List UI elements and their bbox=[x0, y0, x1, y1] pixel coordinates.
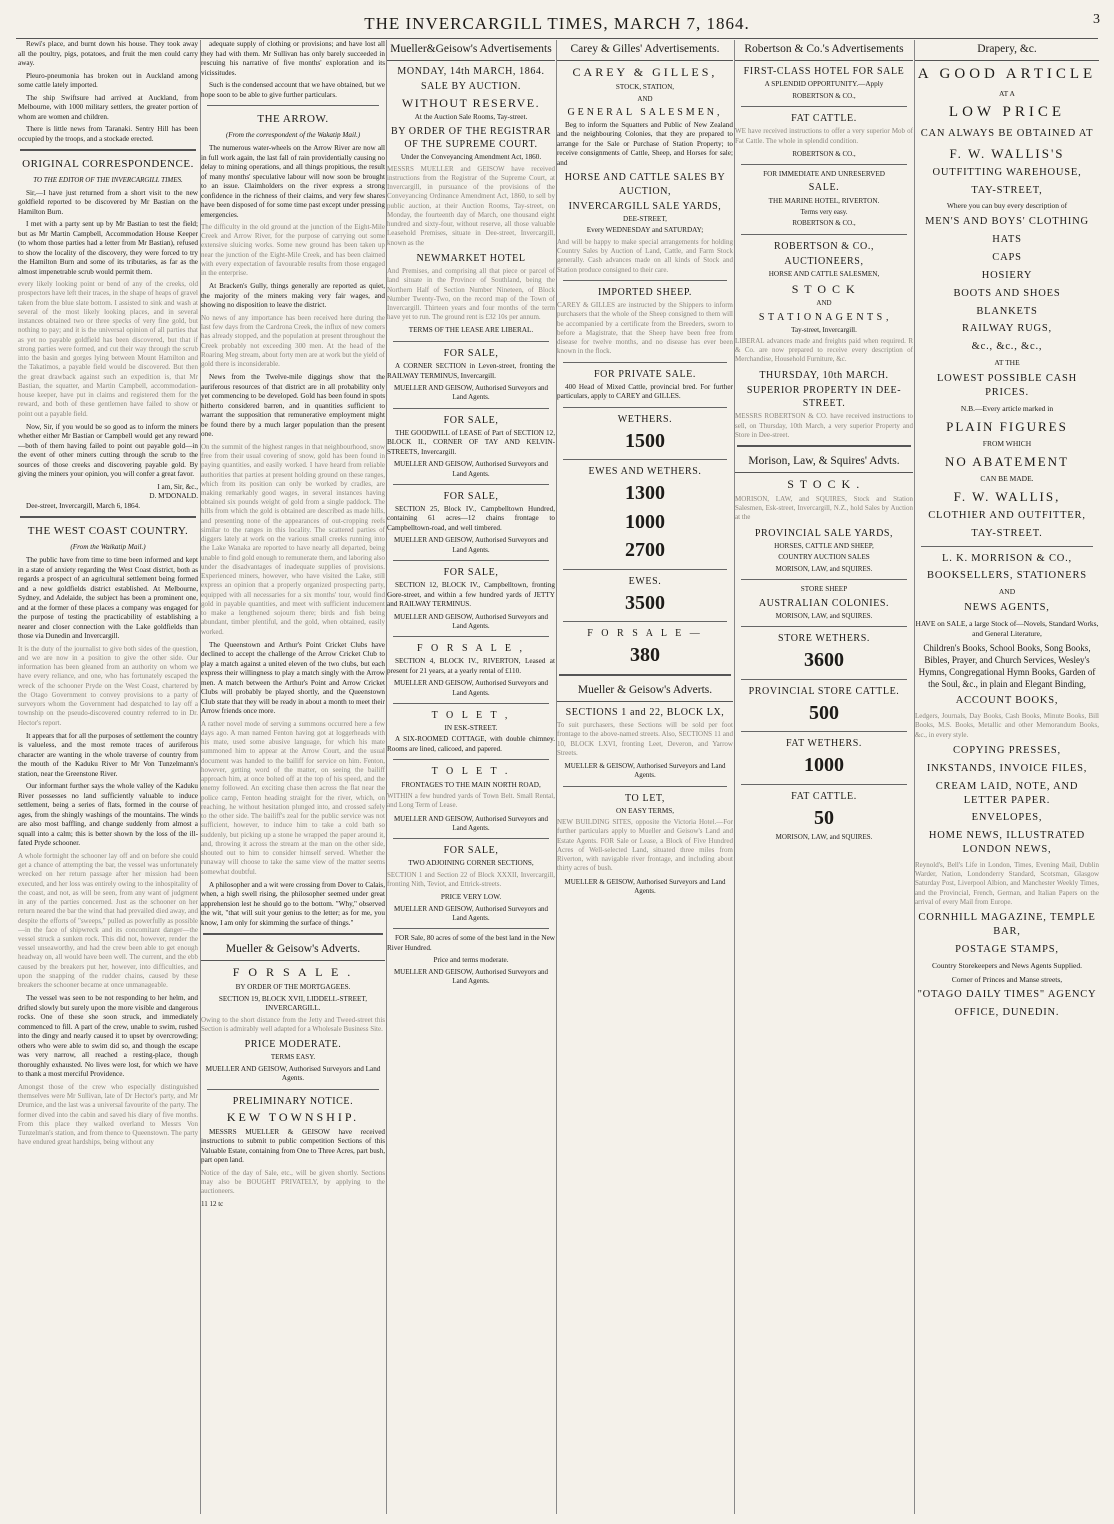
article-paragraph: There is little news from Taranaki. Sentry Hill has been occupied by the troops, and a stockade erected. bbox=[18, 125, 198, 143]
article-paragraph: Sir,—I have just returned from a short visit to the new goldfield reported to be discovered by Mr Bastian on the Hamilton Burn. bbox=[18, 188, 198, 216]
advert-section-heading: Drapery, &c. bbox=[915, 40, 1099, 61]
advert-title: EWES. bbox=[628, 575, 662, 587]
filler-text: And will be happy to make special arrangements for holding Country Sales by Auction of Land, Cattle, and Farm Stock generally. Cash advances made on all kinds of Stock and Station produce consigned to their care. bbox=[557, 237, 733, 274]
advert-text: Children's Books, School Books, Song Books, Bibles, Prayer, and Church Services, Wesley's Hymns, Congregational Hymn Books, Garden of the Soul, &c., in plain and Elegant Binding, bbox=[918, 642, 1096, 689]
section-divider bbox=[741, 164, 907, 165]
filler-text: It is the duty of the journalist to give both sides of the question, and we are now in a position to give the other side. Our information has been gleaned from an authority on whom we have every reliance, and one, who has fortunately escaped the wreck of the schooner Pryde on the West Coast, chartered by the Otago Government to convey provisions to a party of surveyors whom the Government had despatched to lay off a township on the pseudo-discovered country referred to in Dr. Hector's report. bbox=[18, 644, 198, 727]
filler-text: Ledgers, Journals, Day Books, Cash Books, Minute Books, Bill Books, M.S. Books, Metallic and other Memorandum Books, &c., in every style. bbox=[915, 712, 1099, 739]
page-number: 3 bbox=[1093, 12, 1100, 27]
section-divider bbox=[393, 408, 549, 409]
article-paragraph: adequate supply of clothing or provisions; and have lost all they had with them. Mr Sullivan has only barely succeeded in rescuing his narrative of five months' exploration and its vicissitudes. bbox=[201, 40, 385, 77]
section-divider bbox=[741, 234, 907, 235]
section-divider bbox=[207, 105, 379, 106]
advert-role: BOOKSELLERS, STATIONERS bbox=[927, 570, 1087, 582]
advert-item: CORNHILL MAGAZINE, TEMPLE BAR, bbox=[918, 912, 1096, 937]
article-paragraph: It appears that for all the purposes of settlement the country is valueless, and the most remote traces of auriferous character are wanting in the whole traverse of country from the mouth of the Kaduku River to Mr Von Tunzelmann's station, near the Greenstone River. bbox=[18, 731, 198, 778]
advert-title: S T O C K . bbox=[787, 477, 861, 492]
advert-text: TAY-STREET, bbox=[971, 184, 1043, 196]
advert-and: AND bbox=[816, 299, 832, 308]
advert-body: Beg to inform the Squatters and Public of New Zealand and the neighbouring Colonies, that they are prepared to arrange for the Sale or Purchase of Station Property; to receive consignments of Cattle, Sheep, and Horses for sale; and bbox=[557, 120, 733, 167]
advert-heading: FOR IMMEDIATE AND UNRESERVED bbox=[763, 169, 885, 178]
advert-body: FOR Sale, 80 acres of some of the best land in the New River Hundred. bbox=[387, 934, 555, 952]
section-divider bbox=[559, 674, 731, 676]
advert-date: THURSDAY, 10th MARCH. bbox=[759, 369, 889, 381]
masthead bbox=[0, 0, 1114, 34]
masthead-rule bbox=[16, 38, 1098, 39]
advert-body: A CORNER SECTION in Leven-street, fronting the RAILWAY TERMINUS, Invercargill. bbox=[387, 362, 555, 380]
advert-agent: ROBERTSON & CO., bbox=[792, 219, 856, 228]
advert-title: FOR SALE, bbox=[443, 566, 499, 578]
advert-title: SALE. bbox=[808, 182, 840, 194]
advert-price: PRICE VERY LOW. bbox=[440, 893, 502, 902]
advert-text: OUTFITTING WAREHOUSE, bbox=[932, 166, 1082, 178]
advert-address: Tay-street, Invercargill. bbox=[791, 325, 857, 334]
advert-body: MESSRS MUELLER & GEISOW have received instructions to submit to public competition Sections of this Valuable Estate, containing from One to Three Acres, part bush, part open land. bbox=[201, 1127, 385, 1165]
advert-code: 11 12 tc bbox=[201, 1200, 224, 1209]
advert-quantity: 3500 bbox=[625, 591, 665, 614]
article-paragraph: I met with a party sent up by Mr Bastian to test the field; but as Mr Martin Campbell, Accommodation House Keeper (to whom those parties had a letter from Mr Bastian), refused to show the locality of the discovery, they were forced to try the Hamilton Burn and some of its tributaries, as far as the almost impenetrable scrub would permit them. bbox=[18, 220, 198, 276]
advert-text: LOWEST POSSIBLE CASH PRICES. bbox=[936, 373, 1078, 398]
advert-section-heading: Morison, Law, & Squires' Advts. bbox=[735, 452, 913, 473]
column-adverts-mueller bbox=[386, 40, 555, 1514]
advert-subtitle: TWO ADJOINING CORNER SECTIONS, bbox=[408, 859, 534, 868]
section-divider bbox=[741, 679, 907, 680]
advert-hotel: NEWMARKET HOTEL bbox=[416, 252, 526, 264]
advert-heading: WITHOUT RESERVE. bbox=[401, 95, 541, 110]
advert-agent: MUELLER & GEISOW, Authorised Surveyors and Land Agents. bbox=[564, 762, 726, 780]
filler-text: No news of any importance has been received here during the last few days from the Cardrona Creek, the influx of new comers has already stopped, and the population at present throughout the Creek probably not exceeding 300 men. At the head of the Roaring Meg stream, about forty men are at work but the yield of gold there is inconsiderable. bbox=[201, 313, 385, 369]
section-divider bbox=[393, 703, 549, 704]
advert-title: F O R S A L E — bbox=[587, 628, 703, 640]
advert-item: &c., &c., &c., bbox=[971, 341, 1043, 353]
article-paragraph: News from the Twelve-mile diggings show that the auriferous resources of that district are in all probability only yet commencing to be developed. Gold has been found in spots hitherto considered barren, and in quantities sufficient to warrant the supposition that remunerative employment might be found there by a much larger population than the present one. bbox=[201, 373, 385, 439]
advert-title: STORE SHEEP bbox=[800, 585, 848, 594]
advert-item: HOSIERY bbox=[981, 269, 1033, 281]
filler-text: NEW BUILDING SITES, opposite the Victoria Hotel.—For further particulars apply to Mueller and Geisow's Land and Estate Agents. FOR Sale or Lease, a Block of Five Hundred Acres of Well-selected Land, situated three miles from Riverton, with navigable river frontage, and including about thirty acres of bush. bbox=[557, 818, 733, 873]
advert-title: PRELIMINARY NOTICE. bbox=[232, 1095, 354, 1107]
advert-subtitle: Every WEDNESDAY and SATURDAY; bbox=[586, 226, 704, 235]
advert-role: HORSE AND CATTLE SALESMEN, bbox=[768, 270, 880, 279]
filler-text: LIBERAL advances made and freights paid when required. R & Co. are now prepared to receive every description of Merchandise, Household Furniture, &c. bbox=[735, 337, 913, 364]
letter-signoff: I am, Sir, &c., bbox=[157, 482, 198, 491]
article-paragraph: The vessel was seen to be not responding to her helm, and drifted slowly but surely upon the more visible and dangerous rocks. One of these she soon struck, and immediately commenced to fill. A part of the crew, unable to swim, rushed into the dingy and nearly caused it to upset by overcrowding; others who were able to swim did so, and though the escape was very narrow, all reached a resting-place, though thoroughly exhausted. No lives were lost, for which we have to thank a most merciful Providence. bbox=[18, 994, 198, 1079]
advert-firm: CAREY & GILLES, bbox=[572, 65, 718, 80]
advert-body: A SIX-ROOMED COTTAGE, with double chimney. Rooms are lined, calicoed, and papered. bbox=[387, 735, 555, 753]
advert-title: TO LET, bbox=[625, 792, 665, 804]
advert-section-heading: Mueller & Geisow's Adverts. bbox=[557, 681, 733, 702]
advert-agent: MORISON, LAW, and SQUIRES. bbox=[775, 833, 873, 842]
section-divider bbox=[20, 149, 196, 151]
section-divider bbox=[393, 560, 549, 561]
advert-agent: MUELLER AND GEISOW, Authorised Surveyors and Land Agents. bbox=[393, 904, 549, 922]
advert-text: CLOTHIER AND OUTFITTER, bbox=[928, 509, 1086, 521]
advert-title: F O R S A L E . bbox=[232, 965, 354, 980]
advert-title: AUSTRALIAN COLONIES. bbox=[758, 597, 890, 609]
column-news-1 bbox=[18, 40, 198, 1514]
advert-headline: NO ABATEMENT bbox=[944, 453, 1070, 469]
advert-role: GENERAL SALESMEN, bbox=[567, 106, 723, 118]
advert-item: ENVELOPES, bbox=[971, 812, 1043, 824]
advert-subtitle: DEE-STREET, bbox=[623, 214, 667, 223]
section-divider bbox=[393, 484, 549, 485]
advert-and: AND bbox=[637, 94, 653, 103]
section-divider bbox=[393, 636, 549, 637]
advert-title: FOR SALE, bbox=[443, 347, 499, 359]
section-divider bbox=[563, 407, 727, 408]
advert-body: HORSES, CATTLE AND SHEEP, bbox=[774, 541, 874, 550]
letter-dateline: Dee-street, Invercargill, March 6, 1864. bbox=[26, 501, 141, 510]
section-divider bbox=[393, 341, 549, 342]
advert-title: FOR PRIVATE SALE. bbox=[594, 368, 696, 380]
advert-text: AND bbox=[998, 587, 1016, 597]
advert-item: HOME NEWS, ILLUSTRATED LONDON NEWS, bbox=[928, 830, 1086, 856]
article-paragraph: At Bracken's Gully, things generally are reported as quiet, the majority of the miners making very fair wages, and showing no disposition to leave the district. bbox=[201, 282, 385, 310]
advert-item: BLANKETS bbox=[976, 305, 1038, 317]
advert-body: COUNTRY AUCTION SALES bbox=[778, 553, 870, 562]
advert-headline: LOW PRICE bbox=[948, 103, 1066, 120]
article-source: (From the correspondent of the Wakatip Mail.) bbox=[225, 130, 361, 139]
advert-subtitle: STOCK, STATION, bbox=[615, 83, 675, 91]
advert-title: IMPORTED SHEEP. bbox=[598, 286, 692, 298]
advert-title: PROVINCIAL STORE CATTLE. bbox=[748, 685, 900, 697]
advert-agent: MUELLER AND GEISOW, Authorised Surveyors and Land Agents. bbox=[393, 679, 549, 697]
advert-body: THE GOODWILL of LEASE of Part of SECTION 12, BLOCK II., CORNER OF TAY AND KELVIN-STREETS, Invercargill. bbox=[387, 428, 555, 456]
advert-body: A SPLENDID OPPORTUNITY.—Apply bbox=[764, 80, 884, 89]
advert-text: CAN ALWAYS BE OBTAINED AT bbox=[920, 127, 1094, 139]
filler-text: Amongst those of the crew who especially distinguished themselves were Mr Sullivan, late of Dr Hector's party, and Mr Drumice, and the last was a universal favourite of the party. The former dived into the cabin and saved his diary of five months. From this place they walked overland to Messrs Von Tunzelman's station, and from thence to Queenstown. The party have endured great hardships, being without any bbox=[18, 1082, 198, 1147]
advert-title: FOR SALE, bbox=[443, 845, 499, 857]
article-paragraph: The numerous water-wheels on the Arrow River are now all in full work again, the last fall of rain providentially causing no delay to mining operations, and all things propitious, the result of many months' speculative labour will now soon be brought to an issue. Claimholders on the river express a strong confidence in the richness of their claims, and very few shares have been disposed of for some time past except under pressing emergencies. bbox=[201, 144, 385, 219]
advert-item: OFFICE, DUNEDIN. bbox=[954, 1007, 1060, 1019]
advert-body: THE MARINE HOTEL, RIVERTON. bbox=[768, 196, 880, 205]
advert-firm: F. W. WALLIS'S bbox=[949, 145, 1065, 161]
filler-text: And Premises, and comprising all that piece or parcel of land situate in the Province of Southland, being the Northern Half of Section Number Nineteen, of Block Number Twenty-Two, on the record map of the Town of Invercargill. Thirteen years and four months of the term have yet to run. The ground rent is £32 10s per annum. bbox=[387, 267, 555, 322]
advert-title: EWES AND WETHERS. bbox=[588, 466, 702, 478]
column-news-2 bbox=[200, 40, 385, 1514]
advert-agent: MUELLER AND GEISOW, Authorised Surveyors and Land Agents. bbox=[393, 384, 549, 402]
column-adverts-robertson bbox=[734, 40, 913, 1514]
article-heading: THE ARROW. bbox=[257, 113, 329, 125]
section-divider bbox=[741, 579, 907, 580]
advert-title: FOR SALE, bbox=[443, 490, 499, 502]
advert-agent: MUELLER AND GEISOW, Authorised Surveyors and Land Agents. bbox=[205, 1064, 381, 1083]
filler-text: MESSRS MUELLER and GEISOW have received instructions from the Registrar of the Supreme Court, at Invercargill, in pursuance of the provisions of the Conveyancing Ordinance Amendment Act, 1860, to sell by public auction, at their Auction Rooms, Tay-street, on Monday, the fourteenth day of March, one thousand eight hundred and sixty-four, without reserve, all those valuable Leasehold Premises, situate in Dee-street, Invercargill, known as the bbox=[387, 164, 555, 247]
advert-subtitle: ON EASY TERMS, bbox=[615, 806, 675, 815]
advert-headline: PLAIN FIGURES bbox=[946, 418, 1068, 434]
advert-section-heading: Mueller&Geisow's Advertisements bbox=[387, 40, 555, 61]
advert-agent: MORISON, LAW, and SQUIRES. bbox=[775, 564, 873, 573]
advert-text: HAVE on SALE, a large Stock of—Novels, Standard Works, and General Literature, bbox=[915, 619, 1099, 638]
section-divider bbox=[563, 786, 727, 787]
advert-role: NEWS AGENTS, bbox=[964, 602, 1050, 614]
advert-terms: Terms very easy. bbox=[800, 208, 848, 217]
advert-item: "OTAGO DAILY TIMES" AGENCY bbox=[917, 989, 1097, 1001]
section-divider bbox=[563, 621, 727, 622]
filler-text: A whole fortnight the schooner lay off and on before she could get a chance of attempting the bar, the vessel was unfortunately wrecked on her return passage after her mission had been executed, and her loss was entirely owing to the inhospitality of the coast, and not, as will be seen, from any want of judgment in any of the parties concerned. Just as the schooner on her return neared the bar the wind that had prevailed died away, and despite the efforts of "sweeps," pulled as powerfully as possible—in the face of shipwreck and its concomitant danger—the vessel struck a sunken rock. This did not, however, render the vessel unseaworthy, and had the crew been able to get enough headway on, all would have been well. The current, and the ebb caused by the breakers put her, however, into difficulties, and upon the snapping of the rudder chains, caused by these breakers the schooner became at once unmanageable. bbox=[18, 851, 198, 990]
advert-title: T O L E T , bbox=[431, 709, 511, 721]
advert-agent: ROBERTSON & CO., bbox=[792, 149, 856, 158]
advert-item: RAILWAY RUGS, bbox=[962, 323, 1052, 335]
filler-text: SECTION 1 and Section 22 of Block XXXII, Invercargill, fronting Nith, Teviot, and Ettrick-streets. bbox=[387, 870, 555, 888]
advert-body: SECTION 4, BLOCK IV., RIVERTON, Leased at present for 21 years, at a yearly rental of £110. bbox=[387, 657, 555, 675]
advert-title: STORE WETHERS. bbox=[778, 633, 870, 645]
advert-act: Under the Conveyancing Amendment Act, 1860. bbox=[400, 153, 542, 162]
advert-agent: MORISON, LAW, and SQUIRES. bbox=[775, 611, 873, 620]
article-paragraph: A philosopher and a wit were crossing from Dover to Calais, when, a high swell rising, the philosopher seemed under great apprehension lest he should go to the bottom. "Why," observed the wit, "that will suit your genius to the letter; as for me, you know, I am only for skimming the surface of things." bbox=[201, 880, 385, 927]
section-divider bbox=[207, 1089, 379, 1090]
advert-title: FAT CATTLE. bbox=[791, 790, 857, 802]
advert-title: FAT WETHERS. bbox=[785, 738, 863, 750]
advert-venue: At the Auction Sale Rooms, Tay-street. bbox=[414, 113, 528, 122]
advert-quantity: 3600 bbox=[804, 649, 844, 672]
advert-terms: TERMS EASY. bbox=[270, 1053, 316, 1062]
advert-title: FIRST-CLASS HOTEL FOR SALE bbox=[743, 66, 905, 78]
advert-quantity: 1500 bbox=[625, 429, 665, 452]
advert-title: SUPERIOR PROPERTY IN DEE-STREET. bbox=[746, 384, 902, 410]
advert-text: Corner of Princes and Manse streets, bbox=[951, 974, 1063, 984]
advert-agent: MUELLER & GEISOW, Authorised Surveyors and Land Agents. bbox=[564, 877, 726, 895]
article-paragraph: The Queenstown and Arthur's Point Cricket Clubs have declined to accept the challenge of the Arrow Cricket Club to play a match against a united eleven of the two clubs, but each express their willingness to play a match singly with the Arrow men. A match between the Arthur's Point and Arrow Cricket Clubs will probably be played shortly, and the Queenstown Club state that they will be ready in about a month to meet their Arrow friends once more. bbox=[201, 640, 385, 716]
advert-item: INKSTANDS, INVOICE FILES, bbox=[926, 762, 1088, 774]
article-paragraph: Our informant further says the whole valley of the Kaduku River possesses no land sufficiently valuable to induce settlement, being a series of flats, formed in the course of ages, from the shingly washings of the mountains. The winds are also most baffling, and change suddenly from almost a squall into a calm; this is better shown by the loss of the ill-fated Pryde schooner. bbox=[18, 782, 198, 848]
newspaper-title: THE INVERCARGILL TIMES, MARCH 7, 1864. bbox=[364, 14, 750, 33]
filler-text: WITHIN a few hundred yards of Town Belt. Small Rental, and Long Term of Lease. bbox=[387, 792, 555, 810]
advert-headline: A GOOD ARTICLE bbox=[917, 66, 1097, 83]
advert-text: N.B.—Every article marked in bbox=[960, 403, 1054, 413]
advert-title: FAT CATTLE. bbox=[791, 113, 857, 125]
section-divider bbox=[563, 459, 727, 460]
article-heading: ORIGINAL CORRESPONDENCE. bbox=[22, 158, 194, 170]
advert-title: SALE BY AUCTION. bbox=[420, 81, 522, 93]
advert-agent: MUELLER AND GEISOW, Authorised Surveyors and Land Agents. bbox=[393, 536, 549, 554]
filler-text: Owing to the short distance from the Jetty and Tweed-street this Section is admirably well adapted for a Wholesale Business Site. bbox=[201, 1015, 385, 1033]
advert-body: 400 Head of Mixed Cattle, provincial bred. For further particulars, apply to CAREY and GILLES. bbox=[557, 382, 733, 401]
section-divider bbox=[563, 362, 727, 363]
section-divider bbox=[741, 106, 907, 107]
advert-agent: MUELLER AND GEISOW, Authorised Surveyors and Land Agents. bbox=[393, 612, 549, 630]
advert-quantity: 380 bbox=[630, 644, 660, 667]
article-heading: THE WEST COAST COUNTRY. bbox=[27, 525, 189, 538]
advert-text: AT THE bbox=[994, 358, 1020, 368]
section-divider bbox=[393, 928, 549, 929]
section-divider bbox=[203, 933, 383, 935]
filler-text: A rather novel mode of serving a summons occurred here a few days ago. A man named Fenton having got at loggerheads with his mate, used some abusive language, for which his mate summoned him to appear at the Arrow Court, and the usual document was handed to the bailiff for service on him. Fenton, however, getting word of the matter, on seeing the bailiff approach him, at once bolted off at the top of his speed, and the enemy followed. An exciting chase then across the flat near the police camp, Fenton heading straight for the river, which, on reaching, he without hesitation plunged into, and crossed safely to the other side. The bailiff's zeal for the public service was not sufficient, however, to induce him to take a cold bath so suddenly, but picking up a stone he wrapped the paper around it, and, throwing it across the stream at the man on the other side, shouted out to him to consider himself served. Whether the runaway will choose to take the same view of the matter seems somewhat doubtful. bbox=[201, 719, 385, 876]
advert-quantity: 2700 bbox=[625, 539, 665, 562]
advert-item: CAPS bbox=[992, 252, 1022, 263]
section-divider bbox=[393, 759, 549, 760]
filler-text: The difficulty in the old ground at the junction of the Eight-Mile Creek and Arrow River, for the purpose of carrying out some extensive sluicing works. Some new ground has been taken up near the junction of the Eight-Mile Creek, and has been claimed with every expectation of favourable results from those engaged in the enterprise. bbox=[201, 223, 385, 278]
advert-role: S T O C K bbox=[791, 281, 857, 296]
advert-section-heading: Robertson & Co.'s Advertisements bbox=[735, 40, 913, 61]
filler-text: MORISON, LAW, and SQUIRES, Stock and Station Salesmen, Esk-street, Invercargill, N.Z., hold Sales by Auction at the bbox=[735, 494, 913, 522]
advert-item: COPYING PRESSES, bbox=[953, 744, 1061, 756]
section-divider bbox=[921, 546, 1093, 547]
advert-subtitle: IN ESK-STREET. bbox=[444, 723, 498, 732]
column-adverts-carey bbox=[556, 40, 733, 1514]
advert-text: Where you can buy every description of bbox=[946, 201, 1068, 211]
advert-title: F O R S A L E , bbox=[417, 643, 525, 655]
advert-text: CAN BE MADE. bbox=[980, 473, 1034, 483]
advert-price: Price and terms moderate. bbox=[433, 956, 509, 965]
section-divider bbox=[741, 731, 907, 732]
advert-agent: MUELLER AND GEISOW, Authorised Surveyors and Land Agents. bbox=[393, 814, 549, 832]
advert-role: S T A T I O N A G E N T S , bbox=[758, 311, 890, 323]
advert-heading: HORSE AND CATTLE SALES BY AUCTION, bbox=[564, 172, 726, 197]
advert-subtitle: BY ORDER OF THE MORTGAGEES. bbox=[235, 983, 351, 992]
article-source: (From the Waikatip Mail.) bbox=[70, 542, 146, 551]
filler-text: CAREY & GILLES are instructed by the Shippers to inform purchasers that the whole of the Sheep consigned to them will be accompanied by a certificate from the Breeders, sworn to before a Magistrate, that the Sheep have been free from disease for twelve months, and no disease has ever been known in the flock. bbox=[557, 301, 733, 356]
advert-item: HATS bbox=[992, 234, 1022, 246]
advert-quantity: 500 bbox=[809, 701, 839, 724]
section-divider bbox=[741, 626, 907, 627]
advert-section-heading: Carey & Gilles' Advertisements. bbox=[557, 40, 733, 61]
advert-role: AUCTIONEERS, bbox=[784, 255, 864, 267]
advert-text: AT A bbox=[999, 88, 1015, 98]
advert-item: ACCOUNT BOOKS, bbox=[955, 695, 1059, 707]
section-divider bbox=[563, 280, 727, 281]
advert-item: POSTAGE STAMPS, bbox=[955, 943, 1059, 955]
filler-text: To suit purchasers, these Sections will be sold per foot frontage to the above-named streets. Also, SECTIONS 11 and 10, BLOCK LXVI, fronting Leet, Deveron, and Yarrow Streets. bbox=[557, 721, 733, 757]
advert-body: SECTION 25, Block IV., Campbelltown Hundred, containing 61 acres—12 chains frontage to Campbelltown-road, and well timbered. bbox=[387, 504, 555, 532]
advert-date: MONDAY, 14th MARCH, 1864. bbox=[397, 66, 545, 78]
advert-lot: SECTION 19, BLOCK XVII, LIDDELL-STREET, INVERCARGILL. bbox=[218, 994, 368, 1013]
section-divider bbox=[20, 516, 196, 518]
advert-text: Country Storekeepers and News Agents Supplied. bbox=[932, 960, 1082, 970]
filler-text: Notice of the day of Sale, etc., will be given shortly. Sections may also be BOUGHT PRIVATELY, by applying to the auctioneers. bbox=[201, 1168, 385, 1196]
advert-agent: ROBERTSON & CO., bbox=[792, 91, 856, 100]
advert-item: BOOTS AND SHOES bbox=[953, 287, 1061, 299]
advert-body: SECTION 12, BLOCK IV., Campbelltown, fronting Gore-street, and within a few hundred yards of JETTY and RAILWAY TERMINUS. bbox=[387, 581, 555, 609]
advert-order: BY ORDER OF THE REGISTRAR OF THE SUPREME COURT. bbox=[390, 125, 551, 151]
article-subheading: TO THE EDITOR OF THE INVERCARGILL TIMES. bbox=[33, 175, 183, 184]
advert-heading: INVERCARGILL SALE YARDS, bbox=[568, 200, 722, 212]
advert-title: T O L E T . bbox=[431, 766, 511, 778]
advert-agent: MUELLER AND GEISOW, Authorised Surveyors and Land Agents. bbox=[393, 460, 549, 478]
advert-agent: MUELLER AND GEISOW, Authorised Surveyors and Land Agents. bbox=[393, 967, 549, 985]
article-paragraph: Now, Sir, if you would be so good as to inform the miners whether either Mr Bastian or Campbell would get any reward—both of them having failed to point out payable gold—in the event of other miners cutting through the scrub to the sources of those creeks and discovering payable gold. By giving the miners your opinion, you will confer a great favor. bbox=[18, 422, 198, 479]
advert-section-heading: Mueller & Geisow's Adverts. bbox=[201, 940, 385, 961]
article-paragraph: The ship Swiftsure had arrived at Auckland, from Melbourne, with 1000 military settlers, the greater portion of whom are women and children. bbox=[18, 93, 198, 121]
section-divider bbox=[737, 445, 911, 447]
advert-title: WETHERS. bbox=[617, 413, 673, 425]
filler-text: MESSRS ROBERTSON & CO. have received instructions to sell, on Thursday, 10th March, a very superior Property and Store in Dee-street. bbox=[735, 412, 913, 439]
advert-title: FOR SALE, bbox=[443, 414, 499, 426]
advert-heading: KEW TOWNSHIP. bbox=[226, 1109, 360, 1124]
section-divider bbox=[741, 784, 907, 785]
article-paragraph: Pleuro-pneumonia has broken out in Auckland among some cattle lately imported. bbox=[18, 71, 198, 89]
filler-text: WE have received instructions to offer a very superior Mob of Fat Cattle. The whole in splendid condition. bbox=[735, 127, 913, 145]
advert-item: MEN'S AND BOYS' CLOTHING bbox=[925, 216, 1089, 228]
advert-firm: ROBERTSON & CO., bbox=[773, 240, 875, 252]
advert-quantity: 50 bbox=[814, 806, 834, 829]
article-paragraph: Such is the condensed account that we have obtained, but we hope soon to be able to give further particulars. bbox=[201, 81, 385, 99]
article-paragraph: Rewi's place, and burnt down his house. They took away all the poultry, pigs, potatoes, and fruit the men could carry away. bbox=[18, 40, 198, 67]
advert-firm: L. K. MORRISON & CO., bbox=[942, 552, 1072, 564]
advert-title: SECTIONS 1 and 22, BLOCK LX, bbox=[565, 706, 725, 718]
advert-price: PRICE MODERATE. bbox=[244, 1039, 342, 1051]
advert-text: FROM WHICH bbox=[982, 438, 1032, 448]
advert-heading: PROVINCIAL SALE YARDS, bbox=[754, 527, 894, 539]
filler-text: every likely looking point or bend of any of the creeks, old prospectors have left their traces, in the shape of heaps of gravel taken from the blue slate bottom. I assisted to sink and wash at several of the most likely looking places, and in several instances obtained two or three specks of very fine gold, but nothing to pay; and it is the universal opinion of all parties that as yet no payable goldfield has been discovered, but that if strong parties were formed, and cut their way through the scrub into the basin and gorges lying between Mount Hamilton and the Takatimos, a payable field would be discovered. But then the great drawback against such an expedition is, that Mr Bastian, the squatter, and Martin Campbell, accommodation-house keeper, have put in claims and registered them for the reward, and both of these gentlemen have failed to show or point out a payable field. bbox=[18, 280, 198, 418]
advert-subtitle: FRONTAGES TO THE MAIN NORTH ROAD, bbox=[401, 780, 541, 789]
filler-text: Reynold's, Bell's Life in London, Times, Evening Mail, Dublin Warder, Nation, Londonderry Standard, Scotsman, Glasgow Saturday Post, Liverpool Albion, and Manchester Weekly Times, and the Provincial, French, German, and Italian Papers on the arrival of every Mail from Europe. bbox=[915, 860, 1099, 906]
letter-signature: D. M'DONALD. bbox=[149, 492, 198, 501]
filler-text: On the summit of the highest ranges in that neighbourhood, snow free from their usual covering of snow, gold has been found in paying quantities, and easily worked. I have heard from reliable authorities that parties at present holding ground on these ranges, which from its position can only be worked by cradles, are making remarkably good wages, in several instances having obtained six pounds weight of gold from a single paddock. The hills from which the gold is obtained are described as made hills, and presenting none of the appearances of out-cropping reefs similar to the ranges in this locality. The scattered parties of diggers lately at work on the various small creeks running into the Lake Wanaka are reported to have nearly all departed, being unable to find gold enough to remunerate them, and laboring also under the disadvantages of inadequate supplies of provisions. Experienced miners, however, who have visited the Lake, still express an opinion that a properly organized prospecting party, equipped with all necessaries for a six months' tour, would find gold in payable quantities, and meet with sufficient inducement to make a lengthened sojourn there; birds and fish being abundant, timber plentiful, and the gold, when obtained, easily worked. bbox=[201, 442, 385, 636]
advert-item: CREAM LAID, NOTE, AND LETTER PAPER. bbox=[935, 780, 1079, 806]
advert-text: TAY-STREET. bbox=[971, 527, 1043, 539]
advert-quantity: 1000 bbox=[804, 754, 844, 777]
advert-lease: TERMS OF THE LEASE ARE LIBERAL. bbox=[408, 326, 534, 335]
section-divider bbox=[393, 838, 549, 839]
advert-firm: F. W. WALLIS, bbox=[953, 488, 1061, 504]
section-divider bbox=[563, 569, 727, 570]
column-adverts-drapery bbox=[914, 40, 1099, 1514]
advert-quantity: 1000 bbox=[625, 510, 665, 533]
advert-quantity: 1300 bbox=[625, 482, 665, 505]
article-paragraph: The public have from time to time been informed and kept in a state of anxiety regarding the West Coast district, both as regards a prospect of an agricultural settlement being formed and a new goldfields district established. At Melbourne, Sydney, and Adelaide, the subject has been a prominent one, and at the former of these places a company was engaged for the purpose of testing the practicability of establishing a nearer and closer connection with the Lake goldfields than those via Dunedin and Invercargill. bbox=[18, 556, 198, 641]
